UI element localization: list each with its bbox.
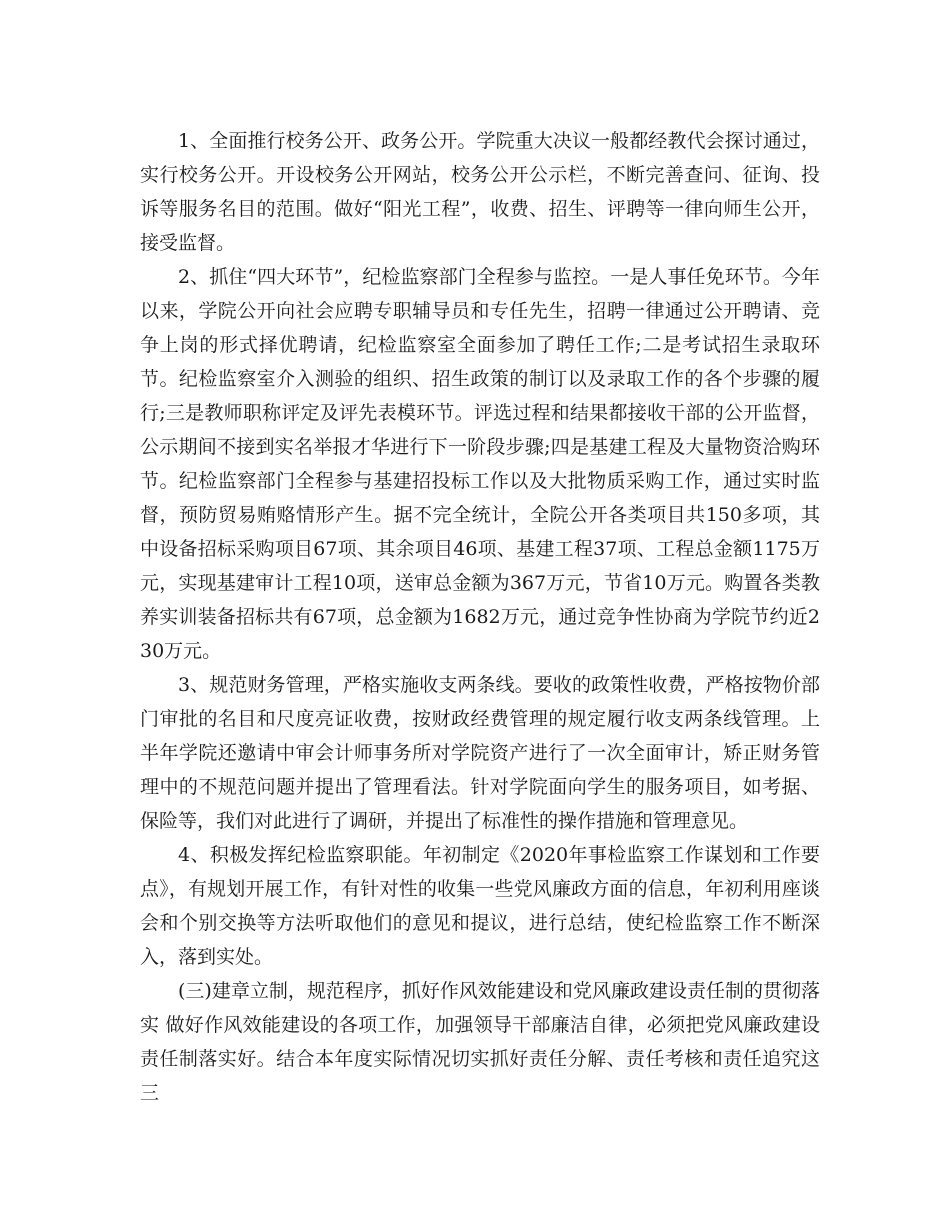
paragraph-5: (三)建章立制，规范程序，抓好作风效能建设和党风廉政建设责任制的贯彻落实 做好作风效能建设的各项工作，加强领导干部廉洁自律，必须把党风廉政建设责任制落实好。结合本年度实际情况切实抓好责任分解、责任考核和责任追究这三 xyxy=(140,980,820,1104)
paragraph-3: 3、规范财务管理，严格实施收支两条线。要收的政策性收费，严格按物价部门审批的名目和尺度亮证收费，按财政经费管理的规定履行收支两条线管理。上半年学院还邀请中审会计师事务所对学院资产进行了一次全面审计，矫正财务管理中的不规范问题并提出了管理看法。针对学院面向学生的服务项目，如考据、保险等，我们对此进行了调研，并提出了标准性的操作措施和管理意见。 xyxy=(140,674,820,832)
paragraph-4: 4、积极发挥纪检监察职能。年初制定《2020年事检监察工作谋划和工作要点》，有规划开展工作，有针对性的收集一些党风廉政方面的信息，年初利用座谈会和个别交换等方法听取他们的意见和提议，进行总结，使纪检监察工作不断深入，落到实处。 xyxy=(140,844,820,968)
paragraph-1: 1、全面推行校务公开、政务公开。学院重大决议一般都经教代会探讨通过，实行校务公开。开设校务公开网站，校务公开公示栏，不断完善查问、征询、投诉等服务名目的范围。做好“阳光工程”，收费、招生、评聘等一律向师生公开，接受监督。 xyxy=(140,130,820,254)
document-body xyxy=(140,124,820,1110)
paragraph-2: 2、抓住“四大环节”，纪检监察部门全程参与监控。一是人事任免环节。今年以来，学院公开向社会应聘专职辅导员和专任先生，招聘一律通过公开聘请、竞争上岗的形式择优聘请，纪检监察室全面参加了聘任工作;二是考试招生录取环节。纪检监察室介入测验的组织、招生政策的制订以及录取工作的各个步骤的履行;三是教师职称评定及评先表模环节。评选过程和结果都接收干部的公开监督，公示期间不接到实名举报才华进行下一阶段步骤;四是基建工程及大量物资洽购环节。纪检监察部门全程参与基建招投标工作以及大批物质采购工作，通过实时监督，预防贸易贿赂情形产生。据不完全统计，全院公开各类项目共150多项，其中设备招标采购项目67项、其余项目46项、基建工程37项、工程总金额1175万元，实现基建审计工程10项，送审总金额为367万元，节省10万元。购置各类教养实训装备招标共有67项，总金额为1682万元，通过竞争性协商为学院节约近230万元。 xyxy=(140,266,820,662)
